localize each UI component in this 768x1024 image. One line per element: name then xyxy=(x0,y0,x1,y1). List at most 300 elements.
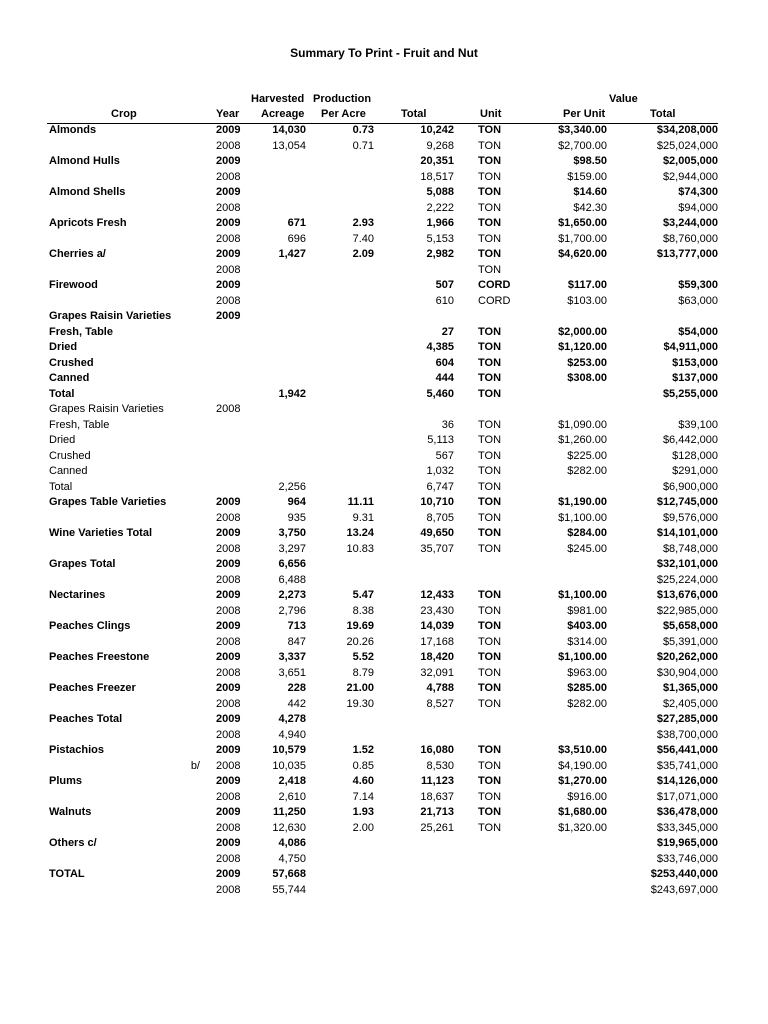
per-acre-cell: 9.31 xyxy=(352,511,374,524)
header-value: Value xyxy=(609,93,638,105)
table-row xyxy=(0,340,768,356)
unit-cell: TON xyxy=(478,527,502,539)
production-total-cell: 444 xyxy=(435,372,454,384)
year-cell: 2009 xyxy=(216,868,241,880)
unit-cell: TON xyxy=(478,620,502,632)
unit-cell: CORD xyxy=(478,294,511,307)
crop-cell: Plums xyxy=(49,775,83,787)
crop-cell: TOTAL xyxy=(49,868,85,880)
table-row xyxy=(0,139,768,155)
per-acre-cell: 19.30 xyxy=(346,697,374,710)
value-total-cell: $5,658,000 xyxy=(662,620,718,632)
value-total-cell: $13,777,000 xyxy=(656,248,718,260)
crop-cell: Grapes Raisin Varieties xyxy=(49,310,172,322)
crop-cell: Peaches Freezer xyxy=(49,682,136,694)
table-row xyxy=(0,743,768,759)
year-cell: 2009 xyxy=(216,124,241,136)
value-total-cell: $32,101,000 xyxy=(656,558,718,570)
per-unit-cell: $103.00 xyxy=(567,294,607,307)
value-total-cell: $12,745,000 xyxy=(656,496,718,508)
production-total-cell: 18,637 xyxy=(420,790,454,803)
per-acre-cell: 1.52 xyxy=(352,744,374,756)
production-total-cell: 567 xyxy=(435,449,454,462)
production-total-cell: 604 xyxy=(435,356,454,369)
production-total-cell: 18,420 xyxy=(420,651,454,663)
acreage-cell: 4,750 xyxy=(278,852,306,865)
acreage-cell: 10,579 xyxy=(272,744,306,756)
unit-cell: TON xyxy=(478,511,502,524)
value-total-cell: $253,440,000 xyxy=(650,868,718,880)
table-row xyxy=(0,619,768,635)
value-total-cell: $20,262,000 xyxy=(656,651,718,663)
crop-cell: Apricots Fresh xyxy=(49,217,127,229)
value-total-cell: $5,391,000 xyxy=(662,635,718,648)
unit-cell: TON xyxy=(478,356,502,369)
crop-cell: Total xyxy=(49,387,75,400)
unit-cell: TON xyxy=(478,821,502,834)
year-cell: 2009 xyxy=(216,682,241,694)
unit-cell: TON xyxy=(478,635,502,648)
table-row xyxy=(0,309,768,325)
unit-cell: CORD xyxy=(478,279,511,291)
per-unit-cell: $245.00 xyxy=(567,542,607,555)
per-unit-cell: $225.00 xyxy=(567,449,607,462)
year-cell: 2009 xyxy=(216,186,241,198)
per-unit-cell: $1,100.00 xyxy=(558,589,607,601)
per-unit-cell: $1,100.00 xyxy=(558,651,607,663)
production-total-cell: 27 xyxy=(441,325,454,338)
unit-cell: TON xyxy=(478,248,502,260)
production-total-cell: 12,433 xyxy=(420,589,454,601)
per-unit-cell: $42.30 xyxy=(573,201,607,214)
production-total-cell: 49,650 xyxy=(420,527,454,539)
per-acre-cell: 21.00 xyxy=(346,682,374,694)
header-acreage: Acreage xyxy=(261,108,305,120)
per-unit-cell: $284.00 xyxy=(567,527,607,539)
year-cell: 2008 xyxy=(216,728,241,741)
table-row xyxy=(0,201,768,217)
crop-cell: Crushed xyxy=(49,449,91,462)
production-total-cell: 5,113 xyxy=(427,434,454,446)
unit-cell: TON xyxy=(478,124,502,136)
value-total-cell: $38,700,000 xyxy=(656,728,718,741)
unit-cell: TON xyxy=(478,418,502,431)
acreage-cell: 671 xyxy=(287,217,306,229)
year-cell: 2008 xyxy=(216,883,241,896)
year-cell: 2008 xyxy=(216,201,241,214)
production-total-cell: 610 xyxy=(435,294,454,307)
table-row xyxy=(0,805,768,821)
production-total-cell: 32,091 xyxy=(420,666,454,679)
table-row xyxy=(0,712,768,728)
table-row xyxy=(0,185,768,201)
production-total-cell: 18,517 xyxy=(420,170,454,183)
value-total-cell: $14,101,000 xyxy=(656,527,718,539)
value-total-cell: $137,000 xyxy=(672,372,718,384)
unit-cell: TON xyxy=(478,325,502,338)
per-unit-cell: $314.00 xyxy=(567,635,607,648)
crop-cell: Pistachios xyxy=(49,744,105,756)
per-unit-cell: $1,120.00 xyxy=(558,341,607,353)
value-total-cell: $19,965,000 xyxy=(656,837,718,849)
acreage-cell: 3,651 xyxy=(278,666,306,679)
crop-cell: Total xyxy=(49,480,73,493)
crop-cell: Almonds xyxy=(49,124,97,136)
value-total-cell: $9,576,000 xyxy=(662,511,718,524)
year-cell: 2009 xyxy=(216,310,241,322)
acreage-cell: 3,337 xyxy=(278,651,306,663)
unit-cell: TON xyxy=(478,465,502,477)
crop-cell: Walnuts xyxy=(49,806,92,818)
value-total-cell: $27,285,000 xyxy=(656,713,718,725)
production-total-cell: 10,710 xyxy=(420,496,454,508)
production-total-cell: 36 xyxy=(441,418,454,431)
table-row xyxy=(0,480,768,496)
value-total-cell: $54,000 xyxy=(678,325,718,338)
year-cell: 2008 xyxy=(216,232,241,245)
unit-cell: TON xyxy=(478,682,502,694)
table-row xyxy=(0,681,768,697)
production-total-cell: 6,747 xyxy=(426,480,454,493)
unit-cell: TON xyxy=(478,372,502,384)
acreage-cell: 13,054 xyxy=(272,139,306,152)
production-total-cell: 2,982 xyxy=(426,248,454,260)
crop-cell: Peaches Clings xyxy=(49,620,131,632)
year-cell: 2008 xyxy=(216,821,241,834)
per-unit-cell: $308.00 xyxy=(567,372,607,384)
header-per-acre: Per Acre xyxy=(321,108,366,120)
per-unit-cell: $3,510.00 xyxy=(558,744,607,756)
table-row xyxy=(0,449,768,465)
value-total-cell: $1,365,000 xyxy=(662,682,718,694)
production-total-cell: 23,430 xyxy=(420,604,454,617)
value-total-cell: $2,005,000 xyxy=(662,155,718,167)
year-cell: 2008 xyxy=(216,790,241,803)
year-cell: 2008 xyxy=(216,635,241,648)
year-cell: 2008 xyxy=(216,604,241,617)
value-total-cell: $153,000 xyxy=(672,356,718,369)
table-row xyxy=(0,418,768,434)
value-total-cell: $94,000 xyxy=(678,201,718,214)
per-unit-cell: $282.00 xyxy=(567,697,607,710)
table-row xyxy=(0,170,768,186)
value-total-cell: $59,300 xyxy=(678,279,718,291)
acreage-cell: 14,030 xyxy=(272,124,306,136)
production-total-cell: 1,966 xyxy=(426,217,454,229)
year-cell: 2008 xyxy=(216,139,241,152)
acreage-cell: 3,297 xyxy=(278,542,306,555)
production-total-cell: 14,039 xyxy=(420,620,454,632)
unit-cell: TON xyxy=(478,263,502,276)
value-total-cell: $36,478,000 xyxy=(656,806,718,818)
acreage-cell: 228 xyxy=(287,682,306,694)
table-row xyxy=(0,263,768,279)
crop-cell: Peaches Freestone xyxy=(49,651,150,663)
unit-cell: TON xyxy=(478,449,502,462)
crop-cell: Firewood xyxy=(49,279,98,291)
table-row xyxy=(0,650,768,666)
per-acre-cell: 2.09 xyxy=(352,248,374,260)
year-cell: 2008 xyxy=(216,666,241,679)
per-unit-cell: $4,190.00 xyxy=(558,759,607,772)
unit-cell: TON xyxy=(478,542,502,555)
table-row xyxy=(0,402,768,418)
crop-cell: Fresh, Table xyxy=(49,325,113,338)
per-acre-cell: 19.69 xyxy=(346,620,374,632)
year-cell: 2009 xyxy=(216,775,241,787)
value-total-cell: $35,741,000 xyxy=(656,759,718,772)
table-row xyxy=(0,433,768,449)
year-cell: 2009 xyxy=(216,744,241,756)
value-total-cell: $63,000 xyxy=(678,294,718,307)
production-total-cell: 21,713 xyxy=(420,806,454,818)
per-acre-cell: 5.47 xyxy=(352,589,374,601)
value-total-cell: $17,071,000 xyxy=(656,790,718,803)
acreage-cell: 1,427 xyxy=(278,248,306,260)
year-cell: 2009 xyxy=(216,279,241,291)
year-cell: 2009 xyxy=(216,496,241,508)
per-acre-cell: 4.60 xyxy=(352,775,374,787)
table-row xyxy=(0,387,768,403)
per-acre-cell: 0.71 xyxy=(352,139,374,152)
unit-cell: TON xyxy=(478,217,502,229)
table-row xyxy=(0,697,768,713)
year-cell: 2009 xyxy=(216,620,241,632)
value-total-cell: $56,441,000 xyxy=(656,744,718,756)
unit-cell: TON xyxy=(478,790,502,803)
table-row xyxy=(0,511,768,527)
per-acre-cell: 1.93 xyxy=(352,806,374,818)
production-total-cell: 5,460 xyxy=(426,387,454,400)
production-total-cell: 8,530 xyxy=(426,759,454,772)
per-unit-cell: $253.00 xyxy=(567,356,607,369)
per-unit-cell: $117.00 xyxy=(567,279,607,291)
footnote-cell: b/ xyxy=(190,759,200,772)
value-total-cell: $6,900,000 xyxy=(662,480,718,493)
per-unit-cell: $4,620.00 xyxy=(558,248,607,260)
acreage-cell: 4,940 xyxy=(278,728,306,741)
crop-cell: Almond Shells xyxy=(49,186,126,198)
unit-cell: TON xyxy=(478,496,502,508)
year-cell: 2009 xyxy=(216,589,241,601)
unit-cell: TON xyxy=(478,589,502,601)
unit-cell: TON xyxy=(478,387,502,400)
value-total-cell: $39,100 xyxy=(678,418,718,431)
header-harvested: Harvested xyxy=(251,93,305,105)
table-row xyxy=(0,867,768,883)
acreage-cell: 4,278 xyxy=(278,713,306,725)
per-unit-cell: $1,700.00 xyxy=(558,232,607,245)
per-acre-cell: 20.26 xyxy=(346,635,374,648)
value-total-cell: $128,000 xyxy=(672,449,718,462)
table-row xyxy=(0,542,768,558)
production-total-cell: 9,268 xyxy=(426,139,454,152)
per-acre-cell: 10.83 xyxy=(346,542,374,555)
table-row xyxy=(0,356,768,372)
year-cell: 2009 xyxy=(216,713,241,725)
table-row xyxy=(0,836,768,852)
crop-cell: Grapes Table Varieties xyxy=(49,496,167,508)
acreage-cell: 3,750 xyxy=(278,527,306,539)
crop-cell: Cherries a/ xyxy=(49,248,106,260)
acreage-cell: 696 xyxy=(287,232,306,245)
value-total-cell: $2,944,000 xyxy=(662,170,718,183)
per-unit-cell: $2,000.00 xyxy=(558,325,607,338)
unit-cell: TON xyxy=(478,480,502,493)
per-unit-cell: $1,680.00 xyxy=(558,806,607,818)
table-row xyxy=(0,247,768,263)
table-row xyxy=(0,588,768,604)
per-acre-cell: 0.85 xyxy=(352,759,374,772)
year-cell: 2008 xyxy=(216,852,241,865)
table-row xyxy=(0,666,768,682)
table-row xyxy=(0,790,768,806)
production-total-cell: 8,705 xyxy=(426,511,454,524)
table-row xyxy=(0,371,768,387)
production-total-cell: 10,242 xyxy=(420,124,454,136)
value-total-cell: $8,760,000 xyxy=(662,232,718,245)
value-total-cell: $8,748,000 xyxy=(662,542,718,555)
acreage-cell: 964 xyxy=(287,496,306,508)
acreage-cell: 2,418 xyxy=(278,775,306,787)
header-crop: Crop xyxy=(111,108,137,120)
year-cell: 2009 xyxy=(216,806,241,818)
table-row xyxy=(0,852,768,868)
table-row xyxy=(0,635,768,651)
per-unit-cell: $1,270.00 xyxy=(558,775,607,787)
header-per-unit: Per Unit xyxy=(563,108,606,120)
crop-cell: Wine Varieties Total xyxy=(49,527,153,539)
per-acre-cell: 8.79 xyxy=(352,666,374,679)
value-total-cell: $33,746,000 xyxy=(656,852,718,865)
table-row xyxy=(0,774,768,790)
year-cell: 2008 xyxy=(216,697,241,710)
year-cell: 2008 xyxy=(216,573,241,586)
header-value-total: Total xyxy=(650,108,676,120)
crop-cell: Dried xyxy=(49,341,78,353)
value-total-cell: $4,911,000 xyxy=(663,341,718,353)
value-total-cell: $25,024,000 xyxy=(656,139,718,152)
acreage-cell: 10,035 xyxy=(272,759,306,772)
value-total-cell: $25,224,000 xyxy=(656,573,718,586)
table-row xyxy=(0,325,768,341)
year-cell: 2008 xyxy=(216,294,241,307)
table-row xyxy=(0,526,768,542)
per-acre-cell: 7.40 xyxy=(352,232,374,245)
production-total-cell: 16,080 xyxy=(420,744,454,756)
unit-cell: TON xyxy=(478,604,502,617)
table-row xyxy=(0,278,768,294)
table-row xyxy=(0,883,768,899)
crop-cell: Grapes Raisin Varieties xyxy=(49,403,164,415)
header-production-total: Total xyxy=(401,108,427,120)
per-unit-cell: $159.00 xyxy=(567,170,607,183)
per-acre-cell: 5.52 xyxy=(352,651,374,663)
table-row xyxy=(0,728,768,744)
header-year: Year xyxy=(216,108,240,120)
production-total-cell: 35,707 xyxy=(420,542,454,555)
header-unit: Unit xyxy=(480,108,502,120)
acreage-cell: 4,086 xyxy=(278,837,306,849)
year-cell: 2008 xyxy=(216,759,241,772)
year-cell: 2009 xyxy=(216,837,241,849)
crop-cell: Grapes Total xyxy=(49,558,116,570)
acreage-cell: 2,256 xyxy=(278,480,306,493)
header-production: Production xyxy=(313,93,372,105)
acreage-cell: 57,668 xyxy=(272,868,306,880)
unit-cell: TON xyxy=(478,759,502,772)
year-cell: 2009 xyxy=(216,558,241,570)
per-acre-cell: 0.73 xyxy=(352,124,374,136)
unit-cell: TON xyxy=(478,775,502,787)
crop-cell: Canned xyxy=(49,465,88,477)
year-cell: 2008 xyxy=(216,170,241,183)
table-row xyxy=(0,464,768,480)
acreage-cell: 2,273 xyxy=(278,589,306,601)
crop-table xyxy=(0,123,768,898)
value-total-cell: $30,904,000 xyxy=(656,666,718,679)
acreage-cell: 442 xyxy=(287,697,306,710)
value-total-cell: $14,126,000 xyxy=(656,775,718,787)
per-unit-cell: $282.00 xyxy=(567,465,607,477)
year-cell: 2009 xyxy=(216,248,241,260)
value-total-cell: $291,000 xyxy=(672,465,718,477)
production-total-cell: 20,351 xyxy=(420,155,454,167)
value-total-cell: $22,985,000 xyxy=(656,604,718,617)
per-acre-cell: 2.00 xyxy=(352,821,374,834)
crop-cell: Canned xyxy=(49,372,90,384)
year-cell: 2008 xyxy=(216,511,241,524)
year-cell: 2009 xyxy=(216,651,241,663)
acreage-cell: 713 xyxy=(287,620,306,632)
acreage-cell: 6,488 xyxy=(278,573,306,586)
per-acre-cell: 2.93 xyxy=(352,217,374,229)
per-unit-cell: $1,260.00 xyxy=(558,434,607,446)
acreage-cell: 2,610 xyxy=(278,790,306,803)
unit-cell: TON xyxy=(478,155,502,167)
table-row xyxy=(0,154,768,170)
production-total-cell: 2,222 xyxy=(426,201,454,214)
per-unit-cell: $1,090.00 xyxy=(558,418,607,431)
crop-cell: Crushed xyxy=(49,356,94,369)
unit-cell: TON xyxy=(478,139,502,152)
crop-cell: Almond Hulls xyxy=(49,155,120,167)
production-total-cell: 5,153 xyxy=(426,232,454,245)
crop-cell: Others c/ xyxy=(49,837,97,849)
per-unit-cell: $916.00 xyxy=(567,790,607,803)
table-row xyxy=(0,759,768,775)
per-acre-cell: 7.14 xyxy=(352,790,374,803)
unit-cell: TON xyxy=(478,186,502,198)
per-unit-cell: $1,190.00 xyxy=(558,496,607,508)
unit-cell: TON xyxy=(478,651,502,663)
unit-cell: TON xyxy=(478,697,502,710)
page-title: Summary To Print - Fruit and Nut xyxy=(290,46,478,60)
acreage-cell: 935 xyxy=(287,511,306,524)
acreage-cell: 847 xyxy=(287,635,306,648)
acreage-cell: 1,942 xyxy=(278,387,306,400)
value-total-cell: $3,244,000 xyxy=(662,217,718,229)
acreage-cell: 11,250 xyxy=(272,806,306,818)
table-row xyxy=(0,821,768,837)
year-cell: 2008 xyxy=(216,263,241,276)
unit-cell: TON xyxy=(478,201,502,214)
value-total-cell: $34,208,000 xyxy=(656,124,718,136)
production-total-cell: 11,123 xyxy=(420,775,454,787)
per-acre-cell: 11.11 xyxy=(347,496,374,508)
table-row xyxy=(0,232,768,248)
production-total-cell: 4,385 xyxy=(426,341,454,353)
